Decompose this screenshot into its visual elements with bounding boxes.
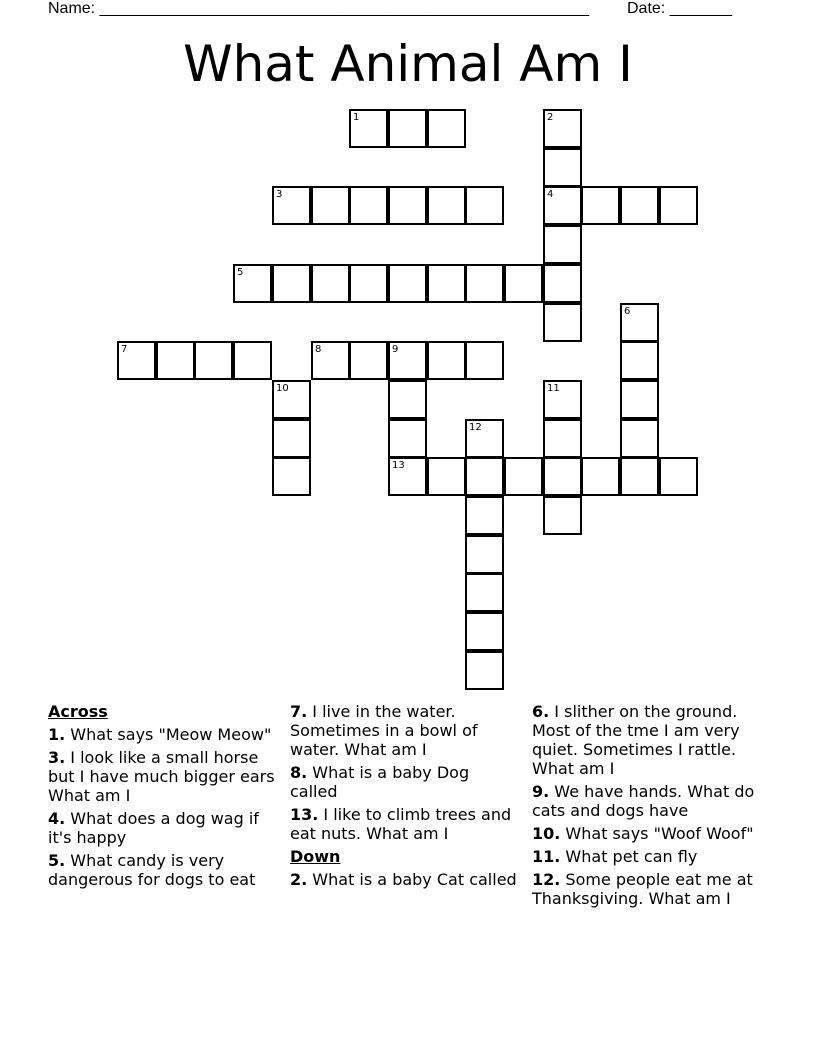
clue-item bbox=[532, 870, 768, 908]
grid-cell[interactable] bbox=[620, 380, 659, 419]
clue-item bbox=[48, 748, 278, 805]
grid-cell[interactable] bbox=[543, 419, 582, 458]
clue-item bbox=[532, 702, 768, 778]
grid-cell[interactable] bbox=[543, 496, 582, 535]
clue-number: 2 bbox=[547, 112, 554, 123]
grid-cell[interactable] bbox=[388, 264, 427, 303]
grid-cell[interactable] bbox=[156, 341, 195, 380]
grid-cell[interactable] bbox=[543, 186, 582, 225]
clue-item-text: I live in the water. Sometimes in a bowl of water. What am I bbox=[290, 702, 478, 759]
grid-cell[interactable] bbox=[620, 186, 659, 225]
grid-cell[interactable] bbox=[504, 457, 543, 496]
grid-cell[interactable] bbox=[465, 496, 504, 535]
clue-number: 4 bbox=[547, 189, 554, 200]
clue-item bbox=[290, 870, 520, 889]
grid-cell[interactable] bbox=[272, 419, 311, 458]
clue-item-text: What does a dog wag if it's happy bbox=[48, 809, 259, 847]
clue-item-text: What is a baby Cat called bbox=[307, 870, 517, 889]
grid-cell[interactable] bbox=[272, 380, 311, 419]
clue-item-number: 11. bbox=[532, 847, 561, 866]
grid-cell[interactable] bbox=[465, 457, 504, 496]
clue-item-number: 7. bbox=[290, 702, 308, 721]
grid-cell[interactable] bbox=[543, 380, 582, 419]
grid-cell[interactable] bbox=[388, 186, 427, 225]
grid-cell[interactable] bbox=[311, 186, 350, 225]
clues-column-3 bbox=[532, 702, 768, 912]
grid-cell[interactable] bbox=[465, 612, 504, 651]
clue-item bbox=[290, 763, 520, 801]
grid-cell[interactable] bbox=[465, 419, 504, 458]
grid-cell[interactable] bbox=[388, 341, 427, 380]
clue-item-number: 6. bbox=[532, 702, 550, 721]
clue-item-number: 9. bbox=[532, 782, 550, 801]
grid-cell[interactable] bbox=[543, 457, 582, 496]
clue-item-number: 5. bbox=[48, 851, 66, 870]
clue-item-number: 2. bbox=[290, 870, 308, 889]
grid-cell[interactable] bbox=[427, 186, 466, 225]
clue-number: 5 bbox=[237, 267, 244, 278]
grid-cell[interactable] bbox=[620, 457, 659, 496]
grid-cell[interactable] bbox=[194, 341, 233, 380]
clue-item-text: Some people eat me at Thanksgiving. What am I bbox=[532, 870, 753, 908]
grid-cell[interactable] bbox=[388, 380, 427, 419]
clue-item bbox=[48, 725, 278, 744]
grid-cell[interactable] bbox=[620, 303, 659, 342]
clue-item-text: I like to climb trees and eat nuts. What am I bbox=[290, 805, 512, 843]
across-heading: Across bbox=[48, 702, 108, 721]
clue-number: 11 bbox=[547, 383, 560, 394]
clue-number: 3 bbox=[276, 189, 283, 200]
grid-cell[interactable] bbox=[272, 457, 311, 496]
clue-number: 1 bbox=[353, 112, 360, 123]
clues-column-1 bbox=[48, 702, 278, 893]
grid-cell[interactable] bbox=[349, 109, 388, 148]
clues-column-2 bbox=[290, 702, 520, 893]
clue-item bbox=[48, 809, 278, 847]
grid-cell[interactable] bbox=[272, 264, 311, 303]
grid-cell[interactable] bbox=[659, 457, 698, 496]
clue-item-number: 12. bbox=[532, 870, 561, 889]
clue-number: 9 bbox=[392, 344, 399, 355]
grid-cell[interactable] bbox=[349, 186, 388, 225]
grid-cell[interactable] bbox=[465, 651, 504, 690]
grid-cell[interactable] bbox=[311, 264, 350, 303]
clue-item-number: 13. bbox=[290, 805, 319, 824]
grid-cell[interactable] bbox=[388, 457, 427, 496]
grid-cell[interactable] bbox=[465, 535, 504, 574]
clue-item-text: What says "Woof Woof" bbox=[560, 824, 754, 843]
grid-cell[interactable] bbox=[581, 186, 620, 225]
grid-cell[interactable] bbox=[427, 341, 466, 380]
clue-item bbox=[532, 847, 768, 866]
down-heading: Down bbox=[290, 847, 341, 866]
clue-item bbox=[532, 824, 768, 843]
clue-number: 13 bbox=[392, 460, 405, 471]
grid-cell[interactable] bbox=[620, 341, 659, 380]
grid-cell[interactable] bbox=[504, 264, 543, 303]
grid-cell[interactable] bbox=[233, 264, 272, 303]
clue-item-number: 1. bbox=[48, 725, 66, 744]
grid-cell[interactable] bbox=[543, 148, 582, 187]
grid-cell[interactable] bbox=[272, 186, 311, 225]
grid-cell[interactable] bbox=[543, 225, 582, 264]
clue-item-number: 3. bbox=[48, 748, 66, 767]
name-field-label[interactable]: Name: _______________________________________________________ bbox=[48, 0, 589, 17]
clue-number: 6 bbox=[624, 306, 631, 317]
grid-cell[interactable] bbox=[581, 457, 620, 496]
grid-cell[interactable] bbox=[465, 186, 504, 225]
date-field-label[interactable]: Date: _______ bbox=[627, 0, 732, 17]
grid-cell[interactable] bbox=[465, 264, 504, 303]
clue-number: 7 bbox=[121, 344, 128, 355]
grid-cell[interactable] bbox=[543, 109, 582, 148]
grid-cell[interactable] bbox=[465, 573, 504, 612]
grid-cell[interactable] bbox=[543, 264, 582, 303]
grid-cell[interactable] bbox=[427, 457, 466, 496]
clue-item bbox=[48, 851, 278, 889]
clue-item-text: What candy is very dangerous for dogs to eat bbox=[48, 851, 256, 889]
grid-cell[interactable] bbox=[620, 419, 659, 458]
grid-cell[interactable] bbox=[311, 341, 350, 380]
clue-item-text: What says "Meow Meow" bbox=[65, 725, 272, 744]
grid-cell[interactable] bbox=[388, 419, 427, 458]
clue-item-text: I look like a small horse but I have much bigger ears What am I bbox=[48, 748, 275, 805]
clue-number: 12 bbox=[469, 422, 482, 433]
clue-item-number: 10. bbox=[532, 824, 561, 843]
grid-cell[interactable] bbox=[543, 303, 582, 342]
clue-item-text: What is a baby Dog called bbox=[290, 763, 470, 801]
clue-item bbox=[290, 805, 520, 843]
clue-item-text: What pet can fly bbox=[560, 847, 698, 866]
grid-cell[interactable] bbox=[427, 264, 466, 303]
clue-item-number: 4. bbox=[48, 809, 66, 828]
clue-item-number: 8. bbox=[290, 763, 308, 782]
grid-cell[interactable] bbox=[465, 341, 504, 380]
clue-item-text: I slither on the ground. Most of the tme I am very quiet. Sometimes I rattle. What am I bbox=[532, 702, 740, 778]
grid-cell[interactable] bbox=[388, 109, 427, 148]
clue-item bbox=[532, 782, 768, 820]
clue-number: 8 bbox=[315, 344, 322, 355]
page-title: What Animal Am I bbox=[183, 35, 633, 93]
grid-cell[interactable] bbox=[659, 186, 698, 225]
grid-cell[interactable] bbox=[233, 341, 272, 380]
clue-item-text: We have hands. What do cats and dogs have bbox=[532, 782, 755, 820]
clue-number: 10 bbox=[276, 383, 289, 394]
grid-cell[interactable] bbox=[117, 341, 156, 380]
grid-cell[interactable] bbox=[349, 341, 388, 380]
grid-cell[interactable] bbox=[349, 264, 388, 303]
grid-cell[interactable] bbox=[427, 109, 466, 148]
clue-item bbox=[290, 702, 520, 759]
